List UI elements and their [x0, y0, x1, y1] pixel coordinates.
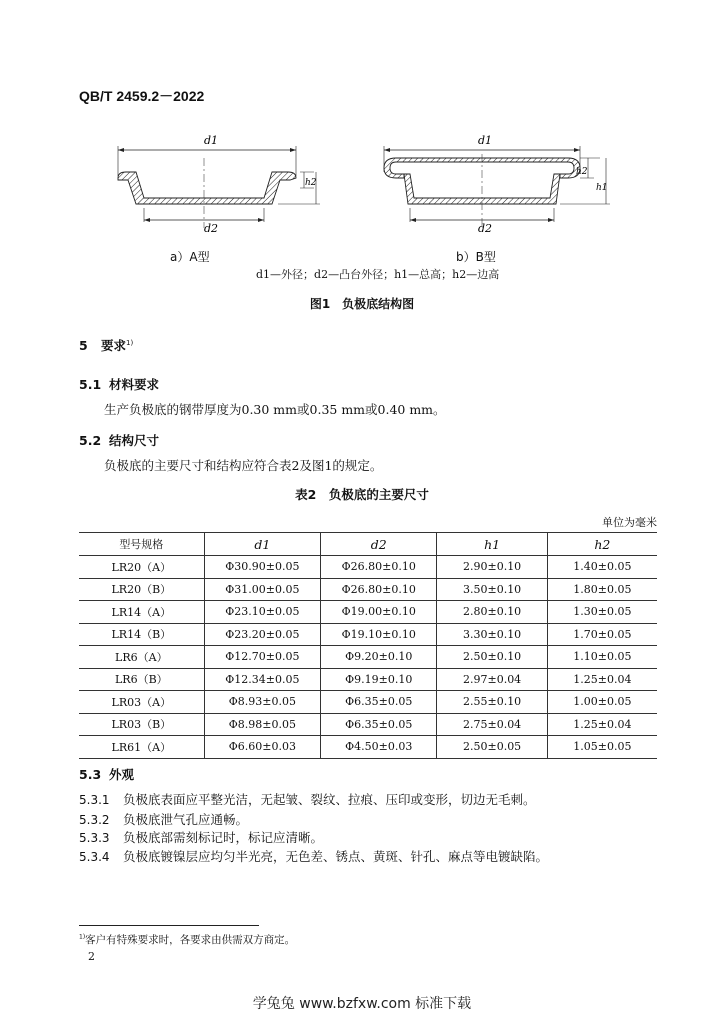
table-header-row [79, 533, 657, 556]
cell-d1: Φ12.70±0.05 [204, 646, 320, 669]
cell-d2: Φ6.35±0.05 [321, 713, 437, 736]
cell-model: LR03（B） [79, 713, 204, 736]
header-h1: h1 [437, 533, 547, 556]
section-5-3-3: 5.3.3 负极底部需刻标记时，标记应清晰。 [79, 830, 324, 845]
fig-a-h2-label: h2 [305, 178, 317, 188]
figure-title: 图1 负极底结构图 [309, 297, 415, 311]
cell-h1: 3.50±0.10 [437, 578, 547, 601]
cell-h2: 1.30±0.05 [547, 601, 657, 624]
footnote: $^{1)}$客户有特殊要求时，各要求由供需双方商定。 [79, 933, 296, 946]
footnote-divider [79, 925, 259, 926]
page-number: 2 [88, 950, 95, 963]
fig-b-d1-label: d1 [478, 134, 493, 147]
cell-d2: Φ26.80±0.10 [321, 578, 437, 601]
cell-d2: Φ4.50±0.03 [321, 736, 437, 759]
cell-h1: 2.97±0.04 [437, 668, 547, 691]
cell-d2: Φ26.80±0.10 [321, 556, 437, 579]
cell-d1: Φ12.34±0.05 [204, 668, 320, 691]
cell-model: LR14（A） [79, 601, 204, 624]
cell-d2: Φ19.10±0.10 [321, 623, 437, 646]
cell-d1: Φ23.10±0.05 [204, 601, 320, 624]
cell-d2: Φ19.00±0.10 [321, 601, 437, 624]
cell-h2: 1.05±0.05 [547, 736, 657, 759]
cell-model: LR6（A） [79, 646, 204, 669]
cell-h2: 1.25±0.04 [547, 713, 657, 736]
table-row [79, 691, 657, 714]
fig-b-d2-label: d2 [478, 222, 493, 235]
cell-d1: Φ23.20±0.05 [204, 623, 320, 646]
section-5-1-text: 生产负极底的钢带厚度为0.30 mm或0.35 mm或0.40 mm。 [104, 402, 446, 417]
cell-model: LR20（A） [79, 556, 204, 579]
cell-model: LR03（A） [79, 691, 204, 714]
section-5-2-heading: 5.2 结构尺寸 [79, 433, 160, 448]
fig-a-d1-label: d1 [204, 134, 219, 147]
section-5-3-heading: 5.3 外观 [79, 767, 135, 782]
cell-d2: Φ9.20±0.10 [321, 646, 437, 669]
table-row [79, 601, 657, 624]
cell-h1: 3.30±0.10 [437, 623, 547, 646]
fig-b-h1-label: h1 [596, 183, 608, 193]
cell-h2: 1.80±0.05 [547, 578, 657, 601]
cell-model: LR6（B） [79, 668, 204, 691]
cell-h2: 1.40±0.05 [547, 556, 657, 579]
cell-d1: Φ8.93±0.05 [204, 691, 320, 714]
section-5-3-2: 5.3.2 负极底泄气孔应通畅。 [79, 812, 249, 827]
header-d2: d2 [321, 533, 437, 556]
section-5-3-1: 5.3.1 负极底表面应平整光洁，无起皱、裂纹、拉痕、压印或变形，切边无毛刺。 [79, 792, 536, 807]
figure-a-diagram [100, 128, 320, 238]
cell-h1: 2.90±0.10 [437, 556, 547, 579]
section-5-2-text: 负极底的主要尺寸和结构应符合表2及图1的规定。 [104, 458, 383, 473]
cell-d2: Φ9.19±0.10 [321, 668, 437, 691]
section-5-heading: 5 要求$^{1)}$ [79, 338, 134, 353]
table-row [79, 668, 657, 691]
cell-model: LR14（B） [79, 623, 204, 646]
cell-h1: 2.50±0.05 [437, 736, 547, 759]
table-unit: 单位为毫米 [602, 516, 657, 529]
cell-h2: 1.25±0.04 [547, 668, 657, 691]
cell-d1: Φ6.60±0.03 [204, 736, 320, 759]
table-title: 表2 负极底的主要尺寸 [295, 487, 429, 502]
header-d1: d1 [204, 533, 320, 556]
table-row [79, 623, 657, 646]
table-row [79, 556, 657, 579]
cell-h2: 1.00±0.05 [547, 691, 657, 714]
dimensions-table [79, 532, 657, 759]
cell-h1: 2.55±0.10 [437, 691, 547, 714]
figure-b-diagram [374, 128, 614, 238]
cell-model: LR20（B） [79, 578, 204, 601]
table-row [79, 578, 657, 601]
table-row [79, 646, 657, 669]
section-5-1-heading: 5.1 材料要求 [79, 377, 160, 392]
header-h2: h2 [547, 533, 657, 556]
table-row [79, 713, 657, 736]
figure-a-caption: a）A型 [170, 250, 210, 264]
cell-h2: 1.70±0.05 [547, 623, 657, 646]
cell-h1: 2.75±0.04 [437, 713, 547, 736]
cell-h2: 1.10±0.05 [547, 646, 657, 669]
cell-d1: Φ31.00±0.05 [204, 578, 320, 601]
cell-model: LR61（A） [79, 736, 204, 759]
header-model: 型号规格 [79, 533, 204, 556]
cell-d1: Φ8.98±0.05 [204, 713, 320, 736]
cell-h1: 2.50±0.10 [437, 646, 547, 669]
cell-d1: Φ30.90±0.05 [204, 556, 320, 579]
fig-b-h2-label: h2 [576, 167, 588, 177]
cell-h1: 2.80±0.10 [437, 601, 547, 624]
figure-legend: d1—外径；d2—凸台外径；h1—总高；h2—边高 [256, 268, 500, 281]
watermark-footer: 学兔兔 www.bzfxw.com 标准下载 [252, 996, 472, 1012]
figure-b-caption: b）B型 [456, 250, 496, 264]
cell-d2: Φ6.35±0.05 [321, 691, 437, 714]
fig-a-d2-label: d2 [204, 222, 219, 235]
section-5-3-4: 5.3.4 负极底镀镍层应均匀半光亮，无色差、锈点、黄斑、针孔、麻点等电镀缺陷。 [79, 849, 549, 864]
standard-code: QB/T 2459.2－2022 [79, 88, 205, 104]
table-row [79, 736, 657, 759]
